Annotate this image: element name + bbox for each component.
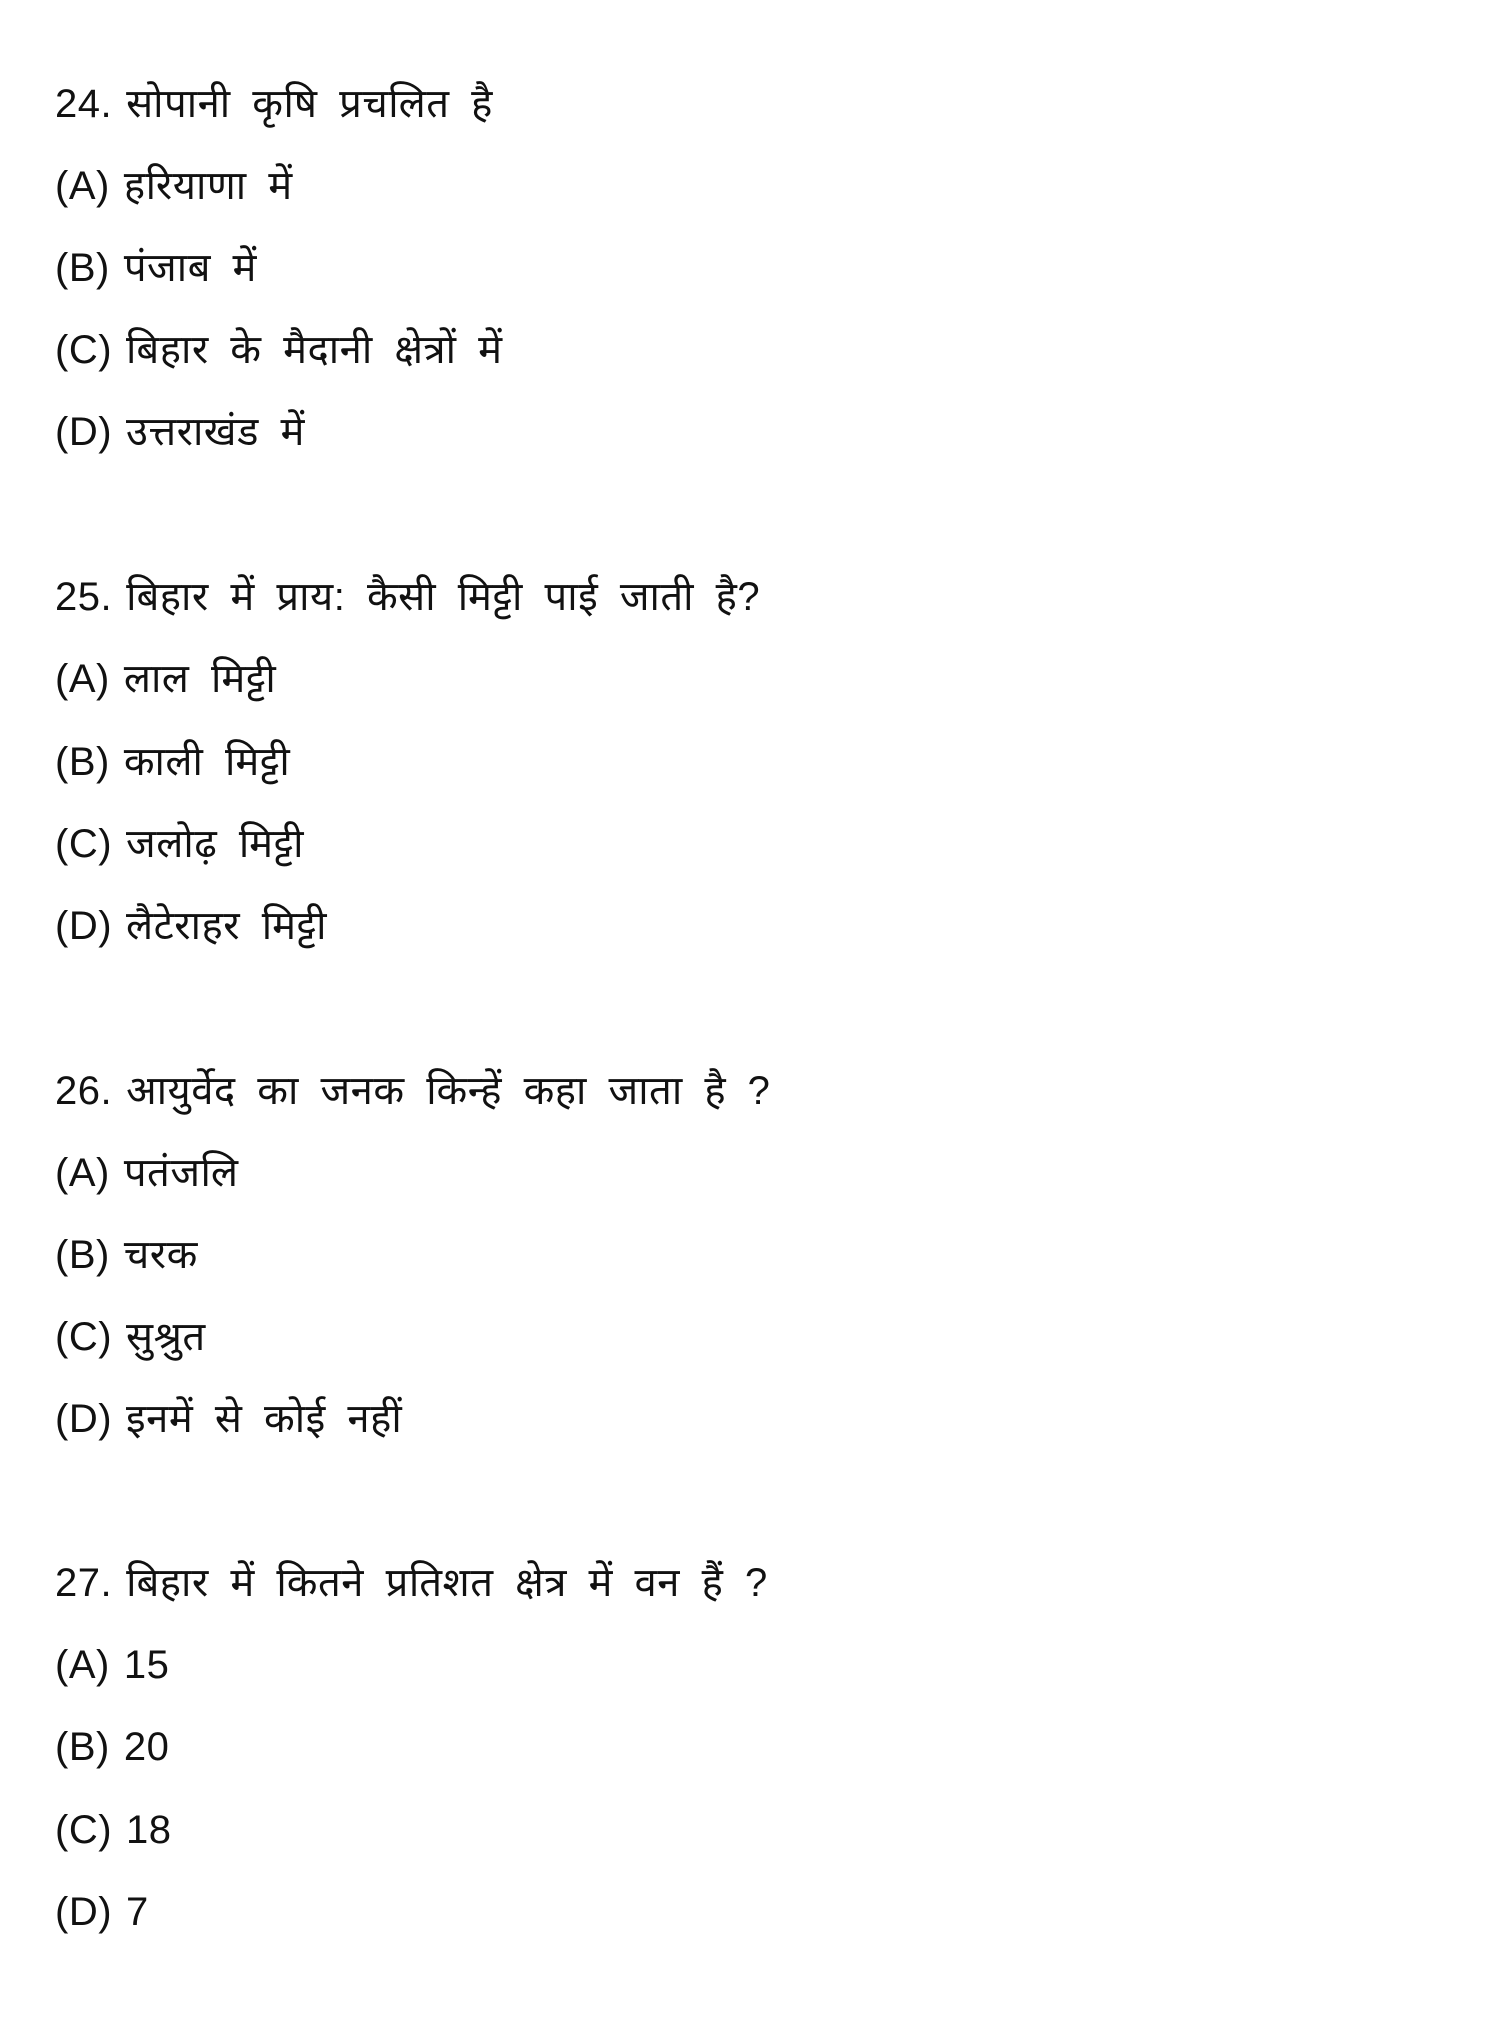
question-number: 24. xyxy=(55,82,113,126)
option-label: (B) xyxy=(55,740,110,784)
option-27-a xyxy=(55,1641,169,1689)
option-label: (B) xyxy=(55,246,110,290)
option-label: (B) xyxy=(55,1725,110,1769)
question-number: 26. xyxy=(55,1069,113,1113)
question-text: आयुर्वेद का जनक किन्हें कहा जाता है ? xyxy=(126,1069,771,1113)
option-27-d xyxy=(55,1888,149,1936)
option-text: काली मिट्टी xyxy=(123,740,291,784)
option-text: इनमें से कोई नहीं xyxy=(126,1397,403,1441)
option-25-b xyxy=(55,738,290,786)
option-text: पतंजलि xyxy=(123,1151,239,1195)
option-26-b xyxy=(55,1231,198,1279)
question-26 xyxy=(55,1067,770,1115)
question-number: 25. xyxy=(55,575,113,619)
option-label: (A) xyxy=(55,657,110,701)
option-27-b xyxy=(55,1723,169,1771)
option-text: 15 xyxy=(123,1643,170,1687)
option-label: (D) xyxy=(55,1890,113,1934)
option-26-a xyxy=(55,1149,239,1197)
option-text: बिहार के मैदानी क्षेत्रों में xyxy=(126,328,503,372)
option-text: जलोढ़ मिट्टी xyxy=(126,822,305,866)
option-text: पंजाब में xyxy=(123,246,257,290)
option-text: सुश्रुत xyxy=(126,1315,206,1359)
question-25 xyxy=(55,573,760,621)
option-26-d xyxy=(55,1395,402,1443)
option-text: 20 xyxy=(123,1725,170,1769)
option-24-a xyxy=(55,162,293,210)
option-25-a xyxy=(55,655,276,703)
option-label: (D) xyxy=(55,1397,113,1441)
option-label: (C) xyxy=(55,328,113,372)
question-number: 27. xyxy=(55,1561,113,1605)
option-label: (A) xyxy=(55,1643,110,1687)
option-27-c xyxy=(55,1806,172,1854)
option-text: चरक xyxy=(123,1233,198,1277)
question-text: बिहार में कितने प्रतिशत क्षेत्र में वन हैं ? xyxy=(126,1561,768,1605)
option-text: लैटेराहर मिट्टी xyxy=(126,904,327,948)
question-27 xyxy=(55,1559,768,1607)
option-24-c xyxy=(55,326,502,374)
option-24-b xyxy=(55,244,257,292)
question-text: सोपानी कृषि प्रचलित है xyxy=(126,82,493,126)
option-label: (A) xyxy=(55,1151,110,1195)
option-text: 18 xyxy=(126,1808,172,1852)
option-text: 7 xyxy=(126,1890,149,1934)
question-24 xyxy=(55,80,493,128)
option-label: (D) xyxy=(55,904,113,948)
option-label: (D) xyxy=(55,410,113,454)
option-label: (C) xyxy=(55,1315,113,1359)
option-label: (A) xyxy=(55,164,110,208)
option-text: उत्तराखंड में xyxy=(126,410,305,454)
option-24-d xyxy=(55,408,305,456)
option-25-c xyxy=(55,820,304,868)
option-label: (C) xyxy=(55,822,113,866)
option-label: (B) xyxy=(55,1233,110,1277)
option-label: (C) xyxy=(55,1808,113,1852)
option-text: लाल मिट्टी xyxy=(123,657,277,701)
option-26-c xyxy=(55,1313,206,1361)
question-text: बिहार में प्राय: कैसी मिट्टी पाई जाती है? xyxy=(126,575,761,619)
option-text: हरियाणा में xyxy=(123,164,293,208)
option-25-d xyxy=(55,902,327,950)
